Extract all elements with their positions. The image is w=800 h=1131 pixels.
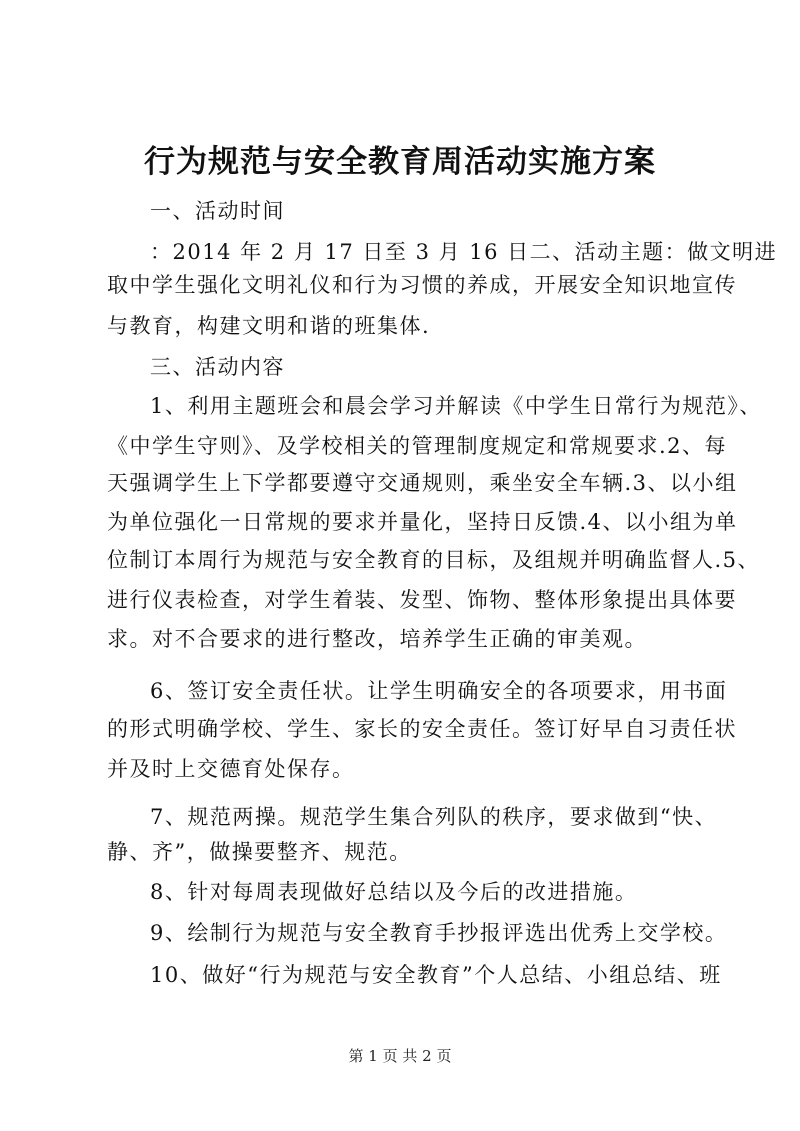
text-line: 三、活动内容 (150, 355, 285, 379)
text-line: 位制订本周行为规范与安全教育的目标，及组规并明确监督人.5、 (107, 548, 761, 572)
text-line: 1、利用主题班会和晨会学习并解读《中学生日常行为规范》、 (150, 394, 762, 418)
text-line: 7、规范两操。规范学生集合列队的秩序，要求做到“快、 (150, 805, 718, 829)
text-line: 为单位强化一日常规的要求并量化，坚持日反馈.4、以小组为单 (107, 510, 738, 534)
text-line: 求。对不合要求的进行整改，培养学生正确的审美观。 (107, 627, 647, 651)
text-line: 《中学生守则》、及学校相关的管理制度规定和常规要求.2、每 (107, 434, 728, 458)
text-line: 并及时上交德育处保存。 (107, 757, 355, 781)
text-line: 进行仪表检查，对学生着装、发型、饰物、整体形象提出具体要 (107, 588, 737, 612)
text-line: 取中学生强化文明礼仪和行为习惯的养成，开展安全知识地宣传 (107, 273, 737, 297)
text-line: 的形式明确学校、学生、家长的安全责任。签订好早自习责任状 (107, 717, 737, 741)
page-footer: 第 1 页 共 2 页 (348, 1047, 452, 1065)
text-line: 一、活动时间 (150, 199, 285, 223)
text-line: 9、绘制行为规范与安全教育手抄报评选出优秀上交学校。 (150, 921, 728, 945)
text-line: 静、齐”，做操要整齐、规范。 (107, 840, 412, 864)
text-line: 与教育，构建文明和谐的班集体. (107, 314, 431, 338)
text-line: 10、做好“行为规范与安全教育”个人总结、小组总结、班 (150, 963, 722, 987)
document-title: 行为规范与安全教育周活动实施方案 (144, 144, 656, 180)
text-line: 8、针对每周表现做好总结以及今后的改进措施。 (150, 880, 638, 904)
text-line: ：2014 年 2 月 17 日至 3 月 16 日二、活动主题：做文明进 (150, 240, 778, 264)
text-line: 6、签订安全责任状。让学生明确安全的各项要求，用书面 (150, 679, 728, 703)
text-line: 天强调学生上下学都要遵守交通规则，乘坐安全车辆.3、以小组 (107, 471, 738, 495)
